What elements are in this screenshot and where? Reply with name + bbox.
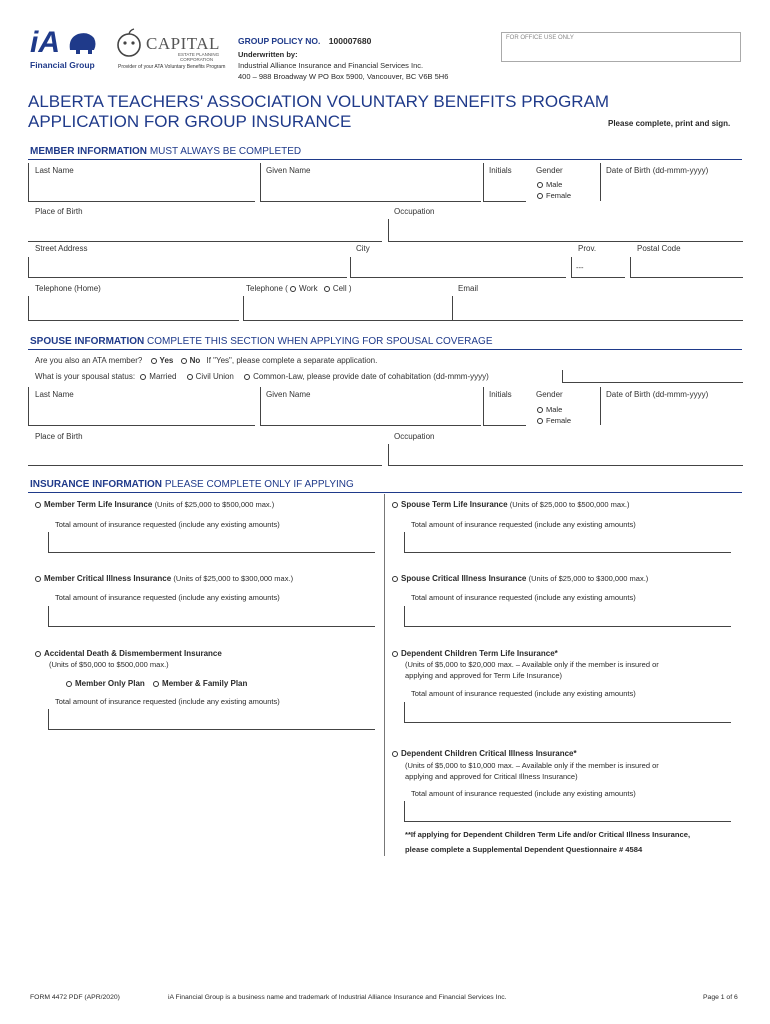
capital-logo-sub2: CORPORATION [180, 57, 214, 62]
member-prov-value: --- [576, 263, 584, 272]
spouse-place-of-birth-field[interactable] [28, 444, 382, 466]
member-prov-label: Prov. [578, 244, 597, 253]
dep-term-total-field[interactable] [404, 702, 731, 723]
member-last-name-field[interactable] [28, 163, 255, 202]
member-place-of-birth-field[interactable] [28, 219, 382, 242]
office-use-box[interactable] [501, 32, 741, 62]
radio-icon [181, 358, 187, 364]
spouse-gender-male[interactable]: Male [537, 405, 562, 414]
member-prov-field[interactable] [571, 257, 625, 278]
spouse-ata-question: Are you also an ATA member? Yes No If "Yes", please complete a separate application. [35, 356, 378, 365]
spouse-last-name-field[interactable] [28, 387, 255, 426]
radio-icon [392, 576, 398, 582]
radio-icon [324, 286, 330, 292]
member-ci-option[interactable]: Member Critical Illness Insurance (Units of $25,000 to $300,000 max.) [35, 574, 293, 583]
spouse-given-name-label: Given Name [266, 390, 311, 399]
member-initials-label: Initials [489, 166, 512, 175]
member-occupation-label: Occupation [394, 207, 435, 216]
dep-ci-option[interactable]: Dependent Children Critical Illness Insurance* [392, 749, 577, 758]
radio-icon [35, 651, 41, 657]
spouse-gender-female[interactable]: Female [537, 416, 571, 425]
spouse-gender-label: Gender [536, 390, 563, 399]
form-id: FORM 4472 PDF (APR/2020) [30, 994, 120, 1001]
capital-tagline: Provider of your ATA Voluntary Benefits Program [118, 64, 226, 70]
radio-icon [392, 651, 398, 657]
instruction-text: Please complete, print and sign. [608, 119, 731, 128]
spouse-dob-field[interactable] [600, 387, 743, 425]
capital-logo [116, 26, 226, 72]
spouse-ci-total-field[interactable] [404, 606, 731, 627]
status-married-option[interactable]: Married [140, 372, 176, 381]
member-term-total-field[interactable] [48, 532, 375, 553]
spouse-dob-label: Date of Birth (dd-mmm-yyyy) [606, 390, 709, 399]
spouse-initials-field[interactable] [483, 387, 526, 426]
dep-ci-total-field[interactable] [404, 801, 731, 822]
member-street-field[interactable] [28, 257, 347, 278]
column-divider [384, 494, 385, 856]
spouse-occupation-label: Occupation [394, 432, 435, 441]
spouse-status-question: What is your spousal status: Married Civil Union Common-Law, please provide date of cohabitation (dd-mmm-yyyy) [35, 372, 489, 381]
spouse-ci-option[interactable]: Spouse Critical Illness Insurance (Units of $25,000 to $300,000 max.) [392, 574, 648, 583]
member-postal-field[interactable] [630, 257, 743, 278]
member-given-name-label: Given Name [266, 166, 311, 175]
member-heading-sub: MUST ALWAYS BE COMPLETED [149, 146, 302, 157]
member-occupation-field[interactable] [388, 219, 743, 242]
spouse-term-total-field[interactable] [404, 532, 731, 553]
member-initials-field[interactable] [483, 163, 526, 202]
ata-yes-option[interactable]: Yes [151, 356, 174, 365]
dep-term-units-1: (Units of $5,000 to $20,000 max. – Available only if the member is insured or [405, 660, 659, 669]
member-tel-work-label: Telephone ( Work Cell ) [246, 284, 352, 293]
ia-logo [30, 28, 100, 72]
underwriter-address: 400 – 988 Broadway W PO Box 5900, Vancouver, BC V6B 5H6 [238, 72, 449, 81]
member-city-field[interactable] [350, 257, 566, 278]
radio-icon [35, 502, 41, 508]
underwritten-label: Underwritten by: [238, 50, 298, 59]
radio-icon [537, 407, 543, 413]
office-use-label: FOR OFFICE USE ONLY [506, 35, 574, 41]
spouse-place-of-birth-label: Place of Birth [35, 432, 83, 441]
status-common-option[interactable]: Common-Law, please provide date of cohabitation (dd-mmm-yyyy) [244, 372, 489, 381]
title-line-1: ALBERTA TEACHERS' ASSOCIATION VOLUNTARY BENEFITS PROGRAM [28, 92, 610, 111]
dep-ci-units-2: applying and approved for Critical Illness Insurance) [405, 772, 578, 781]
radio-icon [187, 374, 193, 380]
member-ci-total-field[interactable] [48, 606, 375, 627]
dependent-note-line-2: please complete a Supplemental Dependent Questionnaire # 4584 [405, 845, 643, 854]
page-title [28, 92, 609, 132]
add-total-label: Total amount of insurance requested (include any existing amounts) [55, 697, 280, 706]
dep-term-units-2: applying and approved for Term Life Insurance) [405, 671, 563, 680]
spouse-given-name-field[interactable] [260, 387, 481, 426]
member-place-of-birth-label: Place of Birth [35, 207, 83, 216]
group-policy-number: 100007680 [328, 36, 372, 46]
radio-icon [392, 502, 398, 508]
spouse-ci-total-label: Total amount of insurance requested (include any existing amounts) [411, 593, 636, 602]
member-heading: MEMBER INFORMATION [30, 146, 148, 157]
dep-ci-total-label: Total amount of insurance requested (include any existing amounts) [411, 789, 636, 798]
radio-icon [153, 681, 159, 687]
member-gender-female[interactable]: Female [537, 191, 571, 200]
member-term-option[interactable]: Member Term Life Insurance (Units of $25,000 to $500,000 max.) [35, 500, 274, 509]
ata-note: If "Yes", please complete a separate application. [206, 356, 378, 365]
dep-ci-units-1: (Units of $5,000 to $10,000 max. – Available only if the member is insured or [405, 761, 659, 770]
spouse-term-option[interactable]: Spouse Term Life Insurance (Units of $25,000 to $500,000 max.) [392, 500, 629, 509]
member-city-label: City [356, 244, 370, 253]
ia-logo-text: iA [30, 26, 60, 59]
member-dob-label: Date of Birth (dd-mmm-yyyy) [606, 166, 709, 175]
cohabitation-date-field[interactable] [562, 370, 743, 383]
radio-icon [151, 358, 157, 364]
member-tel-home-label: Telephone (Home) [35, 284, 101, 293]
ia-logo-sub: Financial Group [30, 60, 95, 70]
radio-icon [35, 576, 41, 582]
dep-term-option[interactable]: Dependent Children Term Life Insurance* [392, 649, 558, 658]
insurance-heading: INSURANCE INFORMATION [30, 479, 163, 490]
member-section-heading [30, 146, 301, 157]
apple-icon [116, 28, 142, 58]
member-gender-label: Gender [536, 166, 563, 175]
dependent-note-line-1: **If applying for Dependent Children Term Life and/or Critical Illness Insurance, [405, 830, 691, 839]
spouse-initials-label: Initials [489, 390, 512, 399]
member-ci-total-label: Total amount of insurance requested (include any existing amounts) [55, 593, 280, 602]
member-family-plan-option[interactable]: Member & Family Plan [153, 679, 247, 688]
member-given-name-field[interactable] [260, 163, 481, 202]
dep-term-total-label: Total amount of insurance requested (include any existing amounts) [411, 689, 636, 698]
member-email-label: Email [458, 284, 479, 293]
radio-icon [140, 374, 146, 380]
spouse-section-heading [30, 336, 493, 347]
spouse-heading-sub: COMPLETE THIS SECTION WHEN APPLYING FOR SPOUSAL COVERAGE [147, 336, 493, 347]
member-postal-label: Postal Code [637, 244, 681, 253]
radio-icon [392, 751, 398, 757]
radio-icon [290, 286, 296, 292]
radio-icon [66, 681, 72, 687]
status-civil-option[interactable]: Civil Union [187, 372, 234, 381]
cell-option[interactable]: Cell ) [324, 284, 352, 293]
page-number: Page 1 of 6 [703, 994, 738, 1001]
spouse-heading: SPOUSE INFORMATION [30, 336, 145, 347]
spouse-last-name-label: Last Name [35, 390, 74, 399]
member-gender-male[interactable]: Male [537, 180, 562, 189]
title-line-2: APPLICATION FOR GROUP INSURANCE [28, 112, 352, 131]
radio-icon [537, 418, 543, 424]
member-tel-work-field[interactable] [243, 296, 452, 321]
ata-no-option[interactable]: No [181, 356, 201, 365]
spouse-occupation-field[interactable] [388, 444, 743, 466]
member-last-name-label: Last Name [35, 166, 74, 175]
insurance-section-heading [30, 479, 354, 490]
capital-logo-text: CAPITAL [146, 34, 220, 53]
member-street-label: Street Address [35, 244, 88, 253]
member-only-plan-option[interactable]: Member Only Plan [66, 679, 145, 688]
member-tel-home-field[interactable] [28, 296, 239, 321]
underwriter-name: Industrial Alliance Insurance and Financial Services Inc. [238, 61, 424, 70]
add-option[interactable]: Accidental Death & Dismemberment Insurance [35, 649, 222, 658]
member-email-field[interactable] [452, 296, 743, 321]
member-dob-field[interactable] [600, 163, 743, 201]
radio-icon [537, 193, 543, 199]
work-option[interactable]: Work [290, 284, 318, 293]
member-term-total-label: Total amount of insurance requested (include any existing amounts) [55, 520, 280, 529]
add-plan-options [66, 679, 247, 688]
add-units: (Units of $50,000 to $500,000 max.) [49, 660, 169, 669]
radio-icon [537, 182, 543, 188]
capital-logo-sub1: ESTATE PLANNING [178, 52, 220, 57]
spouse-term-total-label: Total amount of insurance requested (include any existing amounts) [411, 520, 636, 529]
group-policy-label: GROUP POLICY NO. [238, 36, 321, 46]
insurance-heading-sub: PLEASE COMPLETE ONLY IF APPLYING [164, 479, 354, 490]
add-total-field[interactable] [48, 709, 375, 730]
trademark-text: iA Financial Group is a business name and trademark of Industrial Alliance Insurance and Financial Services Inc. [168, 994, 507, 1001]
elephant-icon [66, 30, 98, 56]
radio-icon [244, 374, 250, 380]
